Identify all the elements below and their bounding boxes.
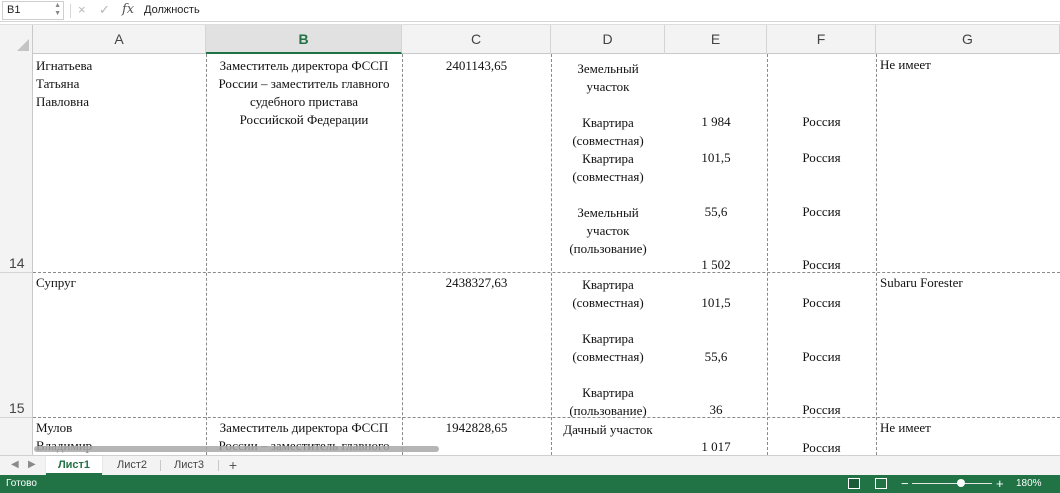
- column-header-f[interactable]: F: [767, 25, 876, 54]
- column-header-e[interactable]: E: [665, 25, 767, 54]
- horizontal-scrollbar[interactable]: [34, 446, 439, 452]
- column-headers: [0, 24, 1060, 54]
- row-header-14[interactable]: [0, 54, 33, 273]
- cell-f16[interactable]: Россия: [802, 440, 841, 455]
- row-divider: [33, 272, 1060, 273]
- status-text: Готово: [6, 478, 37, 489]
- cell-e14-a[interactable]: 1 984: [701, 114, 731, 129]
- column-header-a[interactable]: A: [33, 25, 206, 54]
- select-all-button[interactable]: [0, 25, 33, 54]
- cell-a14[interactable]: [36, 57, 92, 111]
- row-number: 14: [9, 255, 25, 271]
- cell-c16[interactable]: 1942828,65: [445, 420, 508, 435]
- column-header-b[interactable]: B: [206, 25, 402, 54]
- row-number: 15: [9, 400, 25, 416]
- cell-e14-d[interactable]: 1 502: [701, 257, 731, 272]
- property-line: (совместная): [572, 133, 644, 148]
- property-line: Квартира: [582, 385, 634, 400]
- enter-icon[interactable]: ✓: [99, 2, 110, 17]
- property-line: Земельный: [577, 205, 639, 220]
- property-line: Земельный: [577, 61, 639, 76]
- cell-f15-b[interactable]: Россия: [802, 349, 841, 364]
- position-line: Российской Федерации: [239, 112, 369, 127]
- zoom-in-button[interactable]: +: [996, 476, 1004, 491]
- cell-c14[interactable]: 2401143,65: [445, 58, 508, 73]
- sheet-tab-1[interactable]: Лист1: [46, 456, 102, 475]
- position-line: Заместитель директора ФССП: [219, 58, 389, 73]
- formula-bar-divider: [70, 4, 71, 18]
- spreadsheet-grid[interactable]: [0, 22, 1060, 455]
- cell-c15[interactable]: 2438327,63: [445, 275, 508, 290]
- formula-bar: [0, 0, 1060, 22]
- position-line: Заместитель директора ФССП: [219, 420, 389, 435]
- column-header-g[interactable]: G: [876, 25, 1060, 54]
- add-sheet-button[interactable]: +: [228, 457, 238, 473]
- property-line: (совместная): [572, 295, 644, 310]
- cell-b15[interactable]: [207, 274, 401, 292]
- property-line: [551, 96, 665, 114]
- property-line: [551, 312, 665, 330]
- cell-g15[interactable]: Subaru Forester: [880, 275, 963, 290]
- cell-f14-d[interactable]: Россия: [802, 257, 841, 272]
- property-line: [551, 186, 665, 204]
- cell-g14[interactable]: Не имеет: [880, 57, 931, 72]
- property-line: Квартира: [582, 277, 634, 292]
- property-line: (совместная): [572, 349, 644, 364]
- cell-g16[interactable]: Не имеет: [880, 420, 931, 435]
- cell-f14-c[interactable]: Россия: [802, 204, 841, 219]
- column-header-d[interactable]: D: [551, 25, 665, 54]
- position-line: судебного пристава: [249, 94, 359, 109]
- column-header-c[interactable]: C: [402, 25, 551, 54]
- name-line: Мулов: [36, 420, 73, 435]
- cell-b14[interactable]: [206, 57, 402, 129]
- normal-view-icon[interactable]: [848, 478, 860, 489]
- cell-f14-a[interactable]: Россия: [802, 114, 841, 129]
- property-line: Квартира: [582, 151, 634, 166]
- cell-e15-b[interactable]: 55,6: [704, 349, 728, 364]
- cell-e14-b[interactable]: 101,5: [701, 150, 731, 165]
- property-line: (совместная): [572, 169, 644, 184]
- sheet-tab-3[interactable]: Лист3: [173, 459, 205, 471]
- scroll-right-icon[interactable]: ▶: [28, 459, 36, 470]
- column-divider: [876, 54, 877, 455]
- cell-e14-c[interactable]: 55,6: [704, 204, 728, 219]
- chevron-updown-icon[interactable]: ▲ ▼: [54, 2, 61, 17]
- property-line: Квартира: [582, 115, 634, 130]
- property-line: (пользование): [569, 403, 647, 418]
- sheet-tab-2[interactable]: Лист2: [116, 459, 148, 471]
- zoom-slider-handle[interactable]: [957, 479, 965, 487]
- tab-divider: [218, 460, 219, 471]
- cell-d15[interactable]: [551, 276, 665, 420]
- property-line: (пользование): [569, 241, 647, 256]
- name-line: Татьяна: [36, 76, 80, 91]
- name-box[interactable]: [2, 1, 64, 20]
- cell-f15-a[interactable]: Россия: [802, 295, 841, 310]
- name-line: Игнатьева: [36, 58, 93, 73]
- function-icon[interactable]: fx: [122, 2, 135, 17]
- page-layout-view-icon[interactable]: [875, 478, 887, 489]
- row-header-16[interactable]: [0, 418, 33, 455]
- status-bar: [0, 475, 1060, 493]
- name-line: Павловна: [36, 94, 89, 109]
- property-line: участок: [586, 223, 630, 238]
- sheet-tabs-bar: [0, 455, 1060, 475]
- row-divider: [33, 417, 1060, 418]
- property-line: [551, 366, 665, 384]
- cell-e16[interactable]: 1 017: [701, 439, 731, 454]
- scroll-left-icon[interactable]: ◀: [11, 459, 19, 470]
- row-header-15[interactable]: [0, 273, 33, 418]
- column-divider: [402, 54, 403, 455]
- cell-a15[interactable]: Супруг: [36, 275, 76, 290]
- name-box-value: B1: [7, 4, 21, 16]
- cell-e15-c[interactable]: 36: [709, 402, 723, 417]
- cell-d16[interactable]: Дачный участок: [563, 422, 653, 437]
- zoom-out-button[interactable]: −: [901, 476, 909, 491]
- cell-d14[interactable]: [551, 60, 665, 258]
- property-line: Квартира: [582, 331, 634, 346]
- property-line: участок: [586, 79, 630, 94]
- zoom-slider[interactable]: [912, 483, 992, 484]
- cell-e15-a[interactable]: 101,5: [701, 295, 731, 310]
- formula-input[interactable]: Должность: [144, 4, 200, 16]
- cell-f14-b[interactable]: Россия: [802, 150, 841, 165]
- cell-f15-c[interactable]: Россия: [802, 402, 841, 417]
- zoom-level[interactable]: 180%: [1016, 478, 1042, 489]
- position-line: России – заместитель главного: [218, 76, 390, 91]
- cancel-icon[interactable]: ×: [78, 2, 86, 17]
